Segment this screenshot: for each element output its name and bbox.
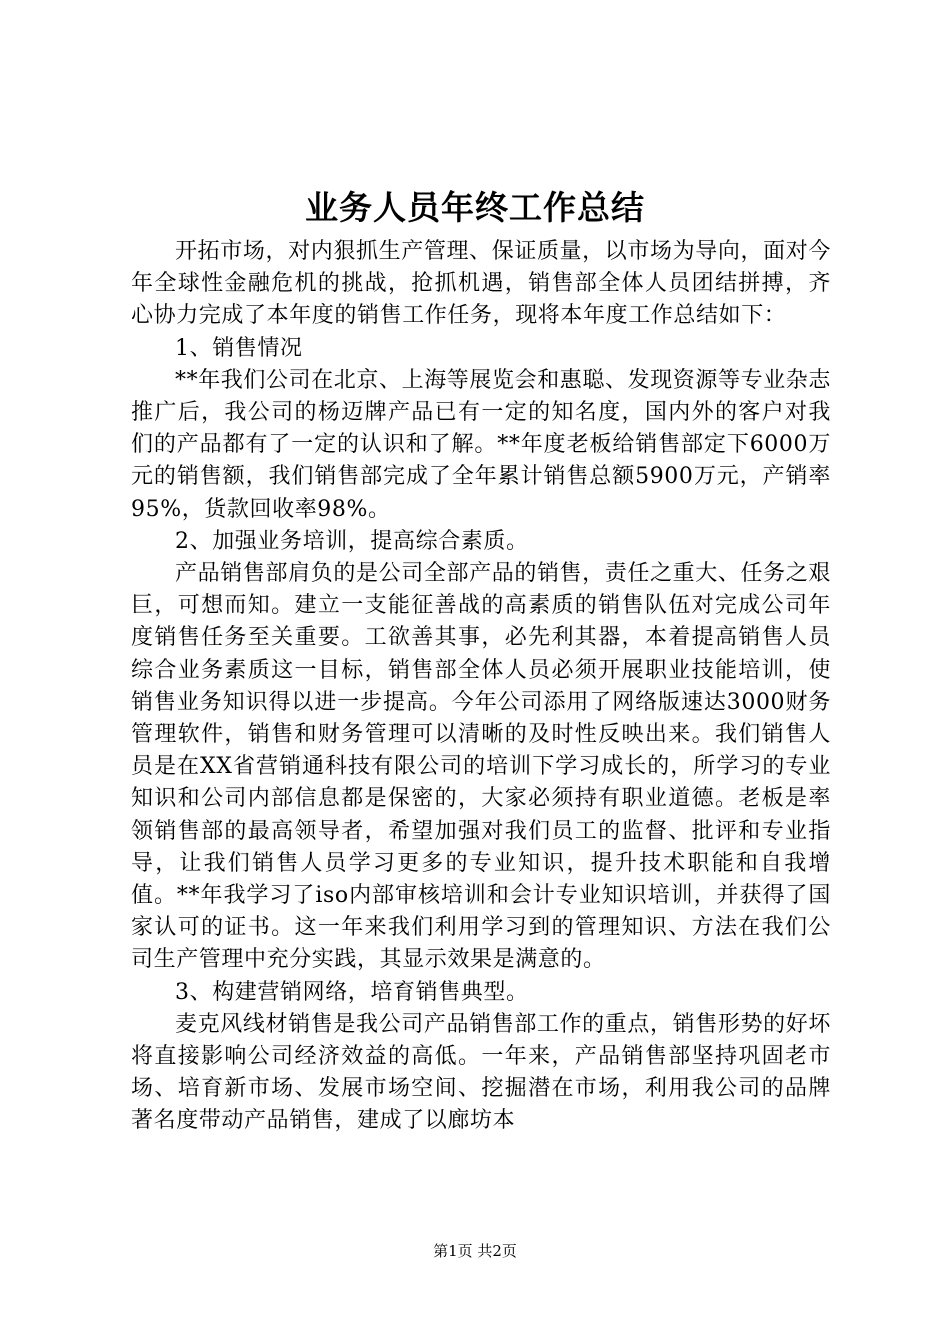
sales-paragraph: **年我们公司在北京、上海等展览会和惠聪、发现资源等专业杂志推广后，我公司的杨迈牌产品已有一定的知名度，国内外的客户对我们的产品都有了一定的认识和了解。**年度老板给销售部定下6000万元的销售额，我们销售部完成了全年累计销售总额5900万元，产销率95%，货款回收率98%。 <box>131 367 832 522</box>
intro-paragraph: 开拓市场，对内狠抓生产管理、保证质量，以市场为导向，面对今年全球性金融危机的挑战，抢抓机遇，销售部全体人员团结拼搏，齐心协力完成了本年度的销售工作任务，现将本年度工作总结如下： <box>131 239 831 329</box>
training-paragraph: 产品销售部肩负的是公司全部产品的销售，责任之重大、任务之艰巨，可想而知。建立一支能征善战的高素质的销售队伍对完成公司年度销售任务至关重要。工欲善其事，必先利其器，本着提高销售人员综合业务素质这一目标，销售部全体人员必须开展职业技能培训，使销售业务知识得以进一步提高。今年公司添用了网络版速达3000财务管理软件，销售和财务管理可以清晰的及时性反映出来。我们销售人员是在XX省营销通科技有限公司的培训下学习成长的，所学习的专业知识和公司内部信息都是保密的，大家必须持有职业道德。老板是率领销售部的最高领导者，希望加强对我们员工的监督、批评和专业指导，让我们销售人员学习更多的专业知识，提升技术职能和自我增值。**年我学习了iso内部审核培训和会计专业知识培训，并获得了国家认可的证书。这一年来我们利用学习到的管理知识、方法在我们公司生产管理中充分实践，其显示效果是满意的。 <box>131 561 831 973</box>
page-footer: 第1页 共2页 <box>433 1242 517 1260</box>
section-heading-sales: 1、销售情况 <box>175 335 303 361</box>
network-paragraph: 麦克风线材销售是我公司产品销售部工作的重点，销售形势的好坏将直接影响公司经济效益的高低。一年来，产品销售部坚持巩固老市场、培育新市场、发展市场空间、挖掘潜在市场，利用我公司的品牌著名度带动产品销售，建成了以廊坊本 <box>131 1011 831 1134</box>
document-title: 业务人员年终工作总结 <box>305 188 645 227</box>
document-body <box>131 236 831 1138</box>
section-heading-network: 3、构建营销网络，培育销售典型。 <box>175 979 529 1005</box>
section-heading-training: 2、加强业务培训，提高综合素质。 <box>175 528 529 554</box>
